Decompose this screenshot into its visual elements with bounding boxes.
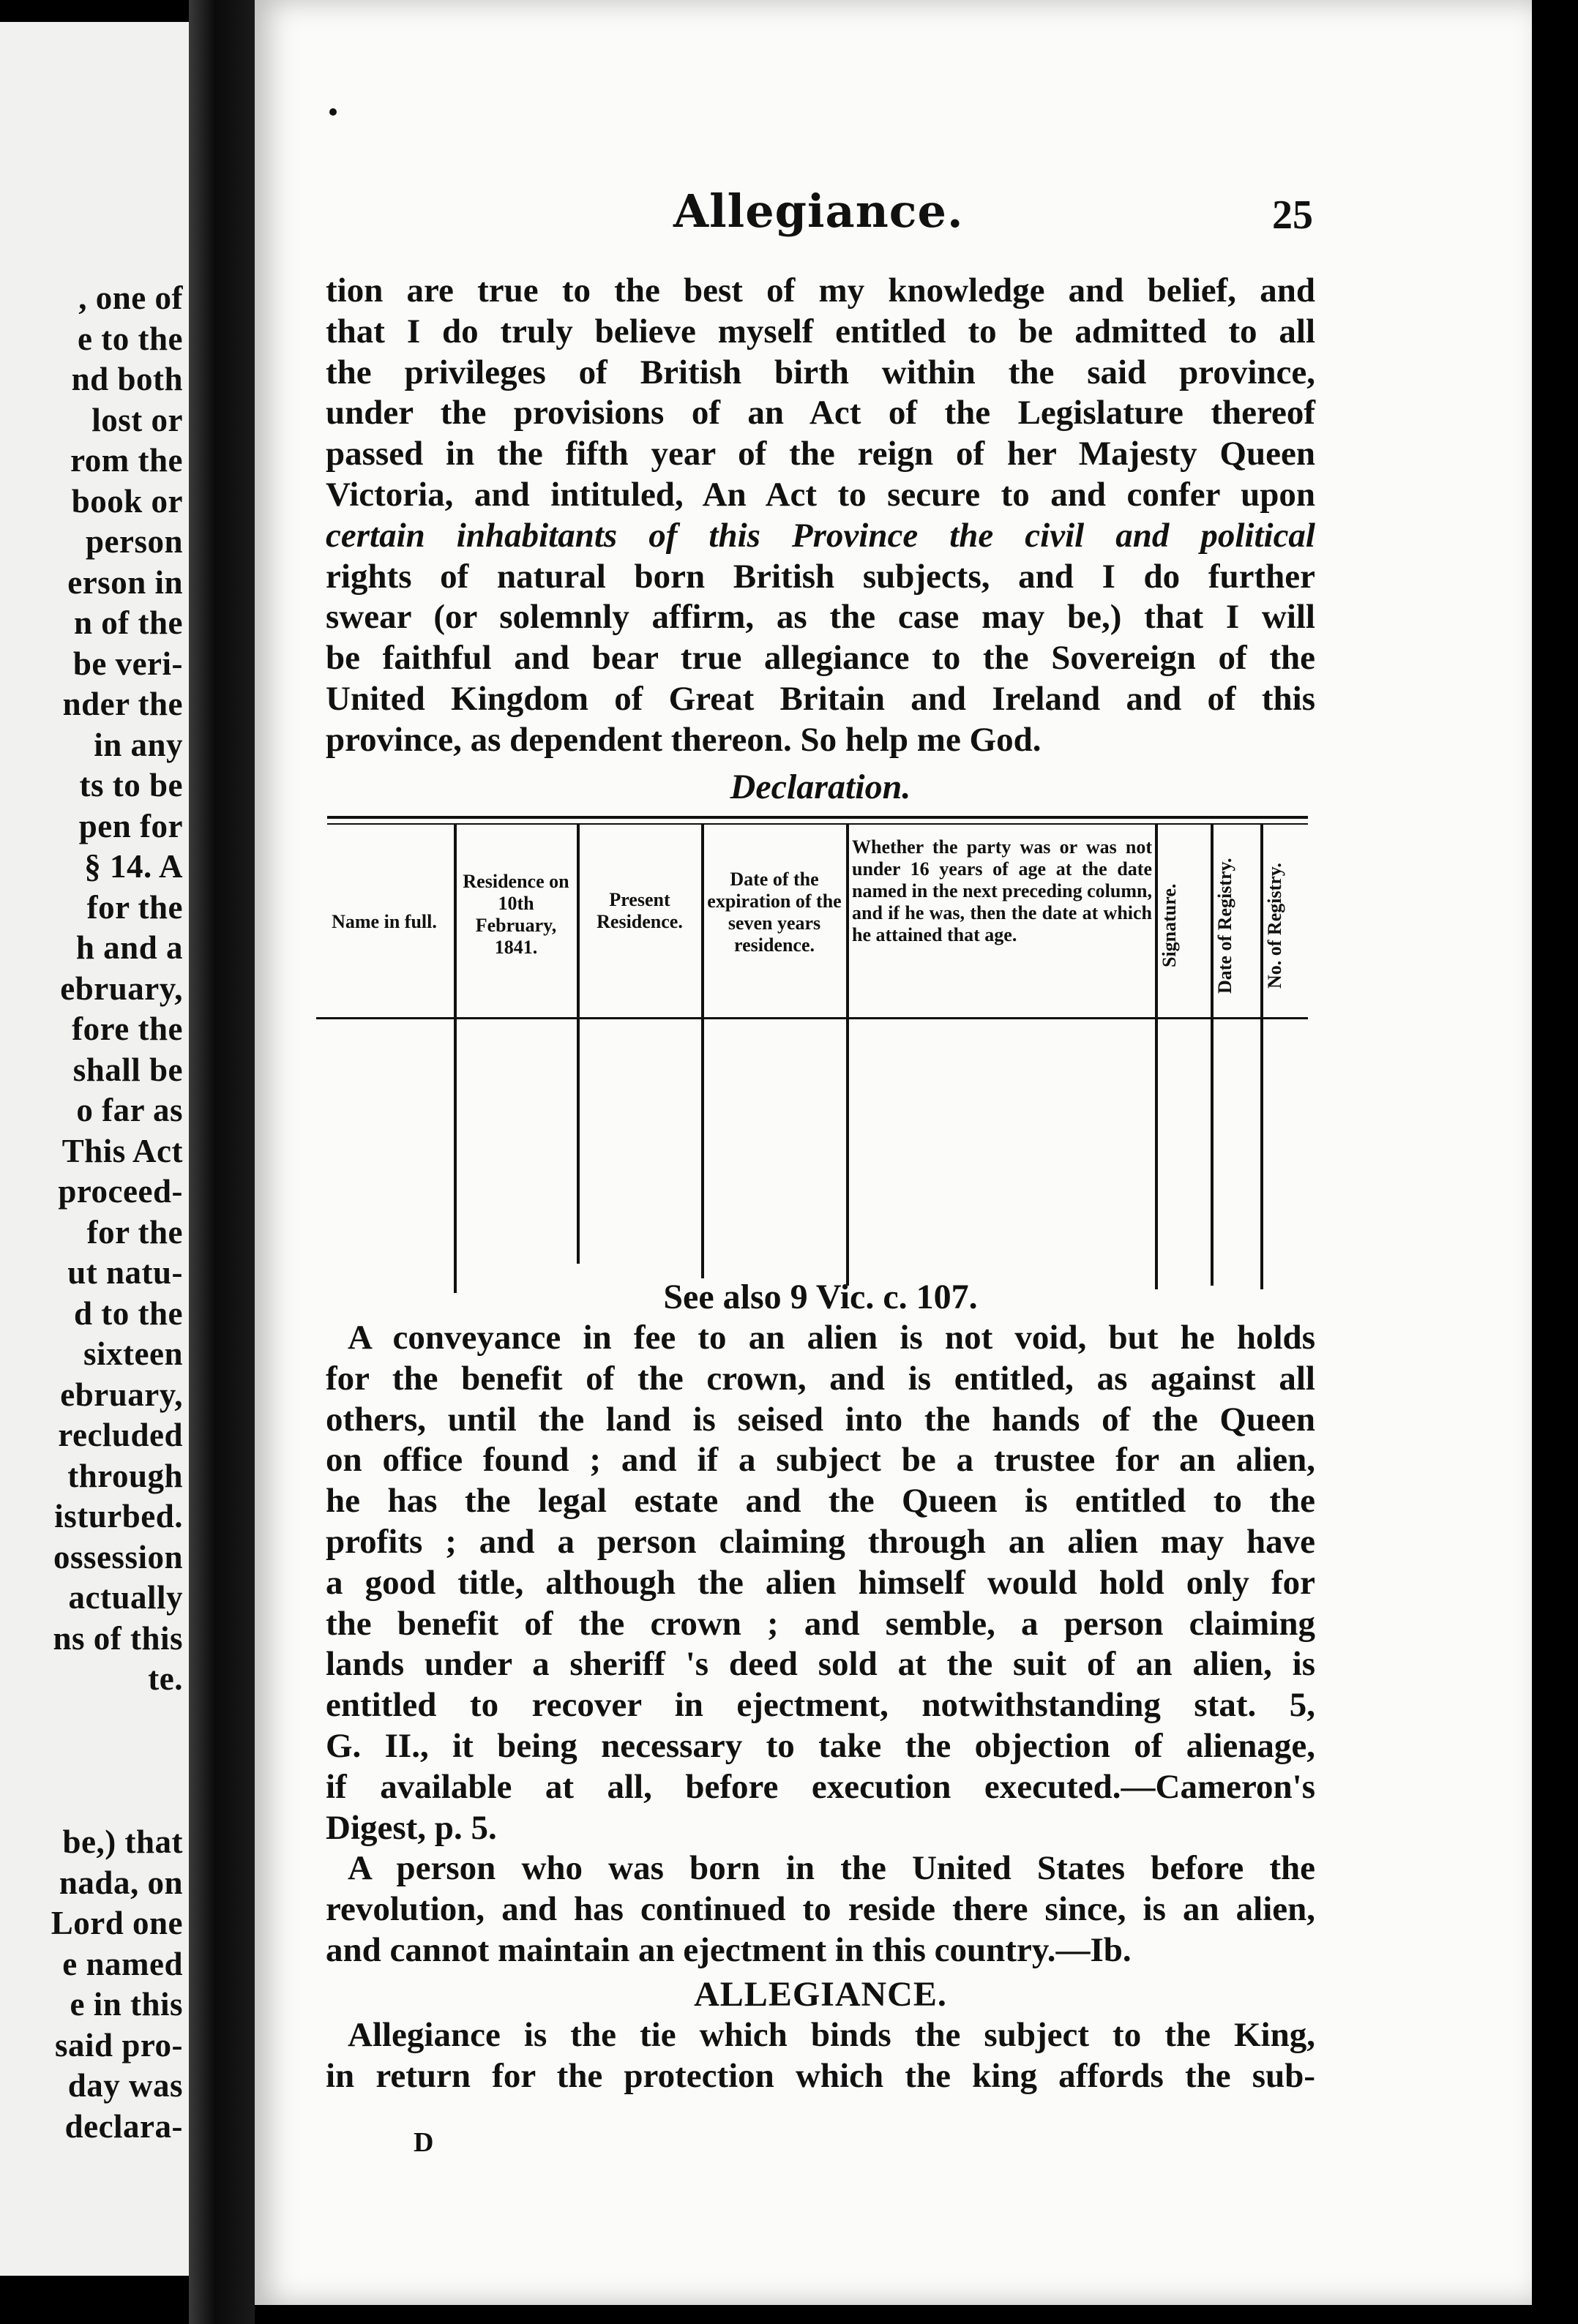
column-header-age: Whether the party was or was not under 16 years of age at the date named in the next preceding column, and if he was, then the date at which he attained that age. [852, 836, 1152, 945]
column-header-residence-1841: Residence on 10th February, 1841. [463, 871, 569, 958]
oath-line: Victoria, and intituled, An Act to secure to and confer upon [326, 475, 1315, 514]
paragraph-line: he has the legal estate and the Queen is entitled to the [326, 1482, 1315, 1521]
left-page-line: day was [67, 2067, 183, 2104]
oath-line: certain inhabitants of this Province the civil and political [326, 516, 1315, 555]
oath-line: swear (or solemnly affirm, as the case may be,) that I will [326, 598, 1315, 637]
left-page-line: isturbed. [54, 1498, 183, 1534]
left-page-line: d to the [74, 1294, 183, 1332]
column-rule [1211, 825, 1214, 1286]
paragraph-line: lands under a sheriff 's deed sold at the suit of an alien, is [326, 1645, 1315, 1684]
left-page-line: through [67, 1457, 183, 1494]
left-page-line: e to the [78, 320, 183, 357]
table-top-rule [327, 816, 1308, 819]
left-page-line: , one of [78, 280, 183, 316]
paragraph-line: G. II., it being necessary to take the objection of alienage, [326, 1726, 1315, 1765]
book-gutter [189, 0, 255, 2324]
left-page-fragment [0, 22, 189, 2276]
column-rule [1260, 825, 1263, 1289]
running-head: Allegiance. [673, 184, 964, 238]
left-page-line: sixteen [83, 1335, 183, 1372]
left-page-line: in any [94, 726, 183, 763]
left-page-line: recluded [58, 1417, 183, 1453]
left-page-line: nd both [71, 361, 183, 397]
paragraph-line: A person who was born in the United States before the [348, 1849, 1315, 1888]
column-rule [846, 825, 849, 1286]
oath-line: passed in the fifth year of the reign of her Majesty Queen [326, 435, 1315, 473]
paragraph-line: a good title, although the alien himself would hold only for [326, 1563, 1315, 1602]
paragraph-line: on office found ; and if a subject be a trustee for an alien, [326, 1441, 1315, 1480]
left-page-line: proceed- [58, 1173, 183, 1210]
left-page-line: for the [86, 1213, 183, 1251]
column-header-signature: Signature. [1159, 883, 1180, 968]
column-header-registry-number: No. of Registry. [1264, 863, 1285, 989]
oath-line: be faithful and bear true allegiance to the Sovereign of the [326, 639, 1315, 678]
left-page-line: n of the [74, 604, 183, 641]
paragraph-line: revolution, and has continued to reside there since, is an alien, [326, 1890, 1315, 1929]
oath-line: that I do truly believe myself entitled to be admitted to all [326, 312, 1315, 351]
paragraph-line: Allegiance is the tie which binds the subject to the King, [348, 2015, 1315, 2054]
left-page-line: person [85, 523, 183, 560]
left-page-line: This Act [61, 1132, 183, 1169]
column-header-name: Name in full. [332, 911, 437, 932]
commentary-text [326, 1277, 1315, 2096]
column-header-expiration-date: Date of the expiration of the seven years residence. [707, 869, 842, 956]
signature-mark: D [414, 2127, 434, 2158]
page-number: 25 [1272, 192, 1313, 238]
section-subheading: ALLEGIANCE. [694, 1974, 947, 2014]
paragraph-line: and cannot maintain an ejectment in this country.—Ib. [326, 1930, 1132, 1969]
left-page-line: ts to be [79, 767, 183, 803]
ink-dot [329, 108, 337, 116]
left-page-lower-text [51, 1822, 183, 2147]
column-rule [1155, 825, 1158, 1289]
left-page-line: ossession [53, 1538, 183, 1575]
oath-line: province, as dependent thereon. So help me God. [326, 720, 1042, 759]
left-page-line: for the [86, 888, 183, 926]
left-page-line: fore the [72, 1011, 183, 1047]
oath-line: under the provisions of an Act of the Legislature thereof [326, 394, 1315, 432]
table-top-rule-thin [327, 823, 1308, 825]
left-page-line: nada, on [59, 1864, 183, 1901]
left-page-line: shall be [72, 1051, 183, 1088]
left-page-line: § 14. A [84, 848, 183, 885]
left-page-line: be veri- [72, 645, 183, 682]
oath-line: tion are true to the best of my knowledge and belief, and [326, 271, 1315, 310]
left-page-line: Lord one [51, 1905, 183, 1941]
paragraph-line: the benefit of the crown ; and semble, a person claiming [326, 1604, 1315, 1643]
left-page-line: ebruary, [60, 1376, 183, 1413]
paragraph-line: entitled to recover in ejectment, notwithstanding stat. 5, [326, 1686, 1315, 1725]
oath-line: United Kingdom of Great Britain and Ireland and of this [326, 679, 1315, 718]
paragraph-line: for the benefit of the crown, and is entitled, as against all [326, 1359, 1315, 1398]
oath-line: rights of natural born British subjects, and I do further [326, 557, 1315, 596]
left-page-upper-text [53, 278, 183, 1700]
left-page-line: nder the [62, 686, 183, 722]
left-page-line: o far as [76, 1092, 183, 1128]
left-page-line: te. [148, 1660, 183, 1697]
left-page-line: declara- [64, 2107, 183, 2145]
left-page-line: e in this [70, 1986, 183, 2023]
declaration-heading: Declaration. [730, 768, 911, 806]
paragraph-line: A conveyance in fee to an alien is not void, but he holds [348, 1319, 1315, 1357]
left-page-line: e named [62, 1945, 183, 1982]
left-page-line: erson in [67, 563, 183, 601]
left-page-line: h and a [75, 929, 183, 966]
left-page-line: ut natu- [67, 1254, 183, 1291]
paragraph-line: profits ; and a person claiming through an alien may have [326, 1522, 1315, 1561]
left-page-line: be,) that [62, 1823, 183, 1860]
oath-text [326, 271, 1315, 761]
left-page-line: ebruary, [60, 970, 183, 1007]
paragraph-line: Digest, p. 5. [326, 1808, 497, 1847]
column-header-present-residence: Present Residence. [597, 889, 683, 932]
paragraph-line: in return for the protection which the king affords the sub- [326, 2056, 1315, 2095]
column-header-registry-date: Date of Registry. [1214, 858, 1235, 994]
left-page-line: book or [71, 482, 183, 520]
paragraph-line: if available at all, before execution executed.—Cameron's [326, 1767, 1315, 1806]
oath-line: the privileges of British birth within the said province, [326, 353, 1315, 391]
scan-border [1532, 0, 1578, 2324]
declaration-table [316, 816, 1308, 1284]
table-header-rule [316, 1017, 1308, 1019]
left-page-line: lost or [91, 401, 183, 438]
left-page-line: said pro- [55, 2026, 183, 2064]
left-page-line: actually [68, 1579, 183, 1616]
left-page-line: pen for [78, 807, 183, 844]
left-page-line: rom the [70, 442, 183, 479]
left-page-line: ns of this [53, 1619, 183, 1657]
cross-reference: See also 9 Vic. c. 107. [663, 1278, 978, 1316]
paragraph-line: others, until the land is seised into the hands of the Queen [326, 1400, 1315, 1439]
